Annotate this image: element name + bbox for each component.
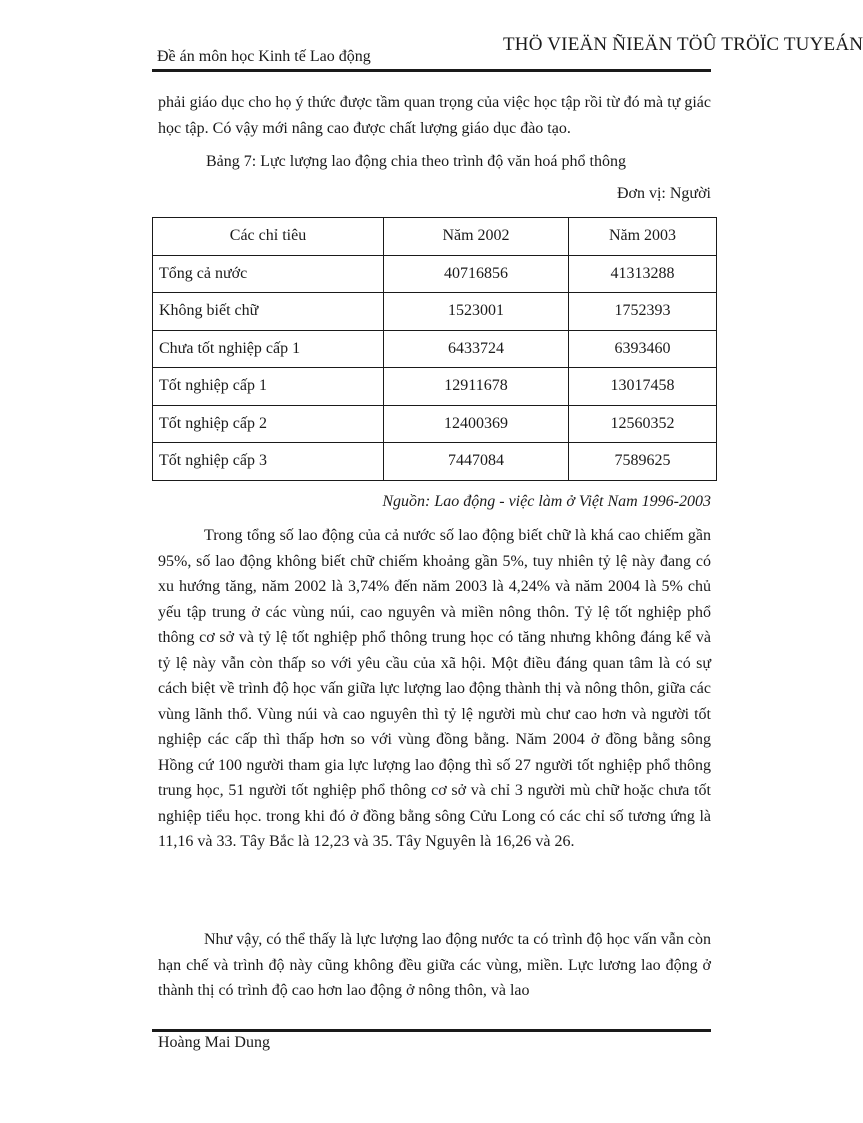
table-row: [153, 368, 717, 406]
value-2002: 12400369: [384, 405, 569, 443]
value-2003: 41313288: [569, 255, 717, 293]
table-unit: Đơn vị: Người: [616, 185, 711, 202]
value-2002: 40716856: [384, 255, 569, 293]
footer-author: Hoàng Mai Dung: [158, 1034, 270, 1051]
value-2002: 6433724: [384, 330, 569, 368]
value-2003: 7589625: [569, 443, 717, 481]
row-label: Tốt nghiệp cấp 1: [153, 368, 384, 406]
footer-rule: [152, 1029, 711, 1032]
table-row: [153, 293, 717, 331]
table-row: [153, 255, 717, 293]
table-row: [153, 405, 717, 443]
value-2003: 1752393: [569, 293, 717, 331]
page-header-left: Đề án môn học Kinh tế Lao động: [157, 48, 371, 65]
header-rule: [152, 69, 711, 72]
value-2002: 1523001: [384, 293, 569, 331]
table-header-cell: Năm 2002: [384, 218, 569, 256]
value-2003: 13017458: [569, 368, 717, 406]
table-header-cell: Các chỉ tiêu: [153, 218, 384, 256]
table-header-row: [153, 218, 717, 256]
table-row: [153, 330, 717, 368]
body-paragraph-3: Như vậy, có thể thấy là lực lượng lao động nước ta có trình độ học vấn vẫn còn hạn chế và trình độ này cũng không đều giữa các vùng, miền. Lực lương lao động ở thành thị có trình độ cao hơn lao động ở nông thôn, và lao: [158, 931, 711, 999]
row-label: Tốt nghiệp cấp 2: [153, 405, 384, 443]
table-source: Nguồn: Lao động - việc làm ở Việt Nam 1996-2003: [382, 493, 711, 510]
value-2002: 7447084: [384, 443, 569, 481]
body-paragraph-2: Trong tổng số lao động của cả nước số lao động biết chữ là khá cao chiếm gần 95%, số lao động không biết chữ chiếm khoảng gần 5%, tuy nhiên tỷ lệ này đang có xu hướng tăng, năm 2002 là 3,74% đến năm 2003 là 4,24% và năm 2004 là 5% chủ yếu tập trung ở các vùng núi, cao nguyên và miền nông thôn. Tỷ lệ tốt nghiệp phổ thông cơ sở và tỷ lệ tốt nghiệp phổ thông trung học có tăng nhưng không đáng kể và tỷ lệ này vẫn còn thấp so với yêu cầu của xã hội. Một điều đáng quan tâm là có sự cách biệt về trình độ học vấn giữa lực lượng lao động thành thị và nông thôn, giữa các vùng lãnh thổ. Vùng núi và cao nguyên thì tỷ lệ người mù chư cao hơn và người tốt nghiệp các cấp thì thấp hơn so với vùng đồng bằng. Năm 2004 ở đồng bằng sông Hồng cứ 100 người tham gia lực lượng lao động thì số 27 người tốt nghiệp phổ thông trung học, 51 người tốt nghiệp phổ thông cơ sở và chỉ 3 người mù chữ hoặc chưa tốt nghiệp tiểu học. trong khi đó ở đồng bằng sông Cửu Long có các chỉ số tương ứng là 11,16 và 33. Tây Bắc là 12,23 và 35. Tây Nguyên là 16,26 và 26.: [158, 527, 711, 850]
value-2003: 12560352: [569, 405, 717, 443]
value-2002: 12911678: [384, 368, 569, 406]
data-table: [152, 217, 717, 481]
row-label: Không biết chữ: [153, 293, 384, 331]
page-header-right: THÖ VIEÄN ÑIEÄN TÖÛ TRÖÏC TUYEÁN: [503, 34, 863, 55]
table-caption: Bảng 7: Lực lượng lao động chia theo trình độ văn hoá phổ thông: [206, 153, 626, 170]
table-row: [153, 443, 717, 481]
intro-paragraph: phải giáo dục cho họ ý thức được tầm quan trọng của việc học tập rồi từ đó mà tự giác học tập. Có vậy mới nâng cao được chất lượng giáo dục đào tạo.: [158, 94, 711, 137]
row-label: Tổng cả nước: [153, 255, 384, 293]
row-label: Tốt nghiệp cấp 3: [153, 443, 384, 481]
value-2003: 6393460: [569, 330, 717, 368]
row-label: Chưa tốt nghiệp cấp 1: [153, 330, 384, 368]
table-header-cell: Năm 2003: [569, 218, 717, 256]
